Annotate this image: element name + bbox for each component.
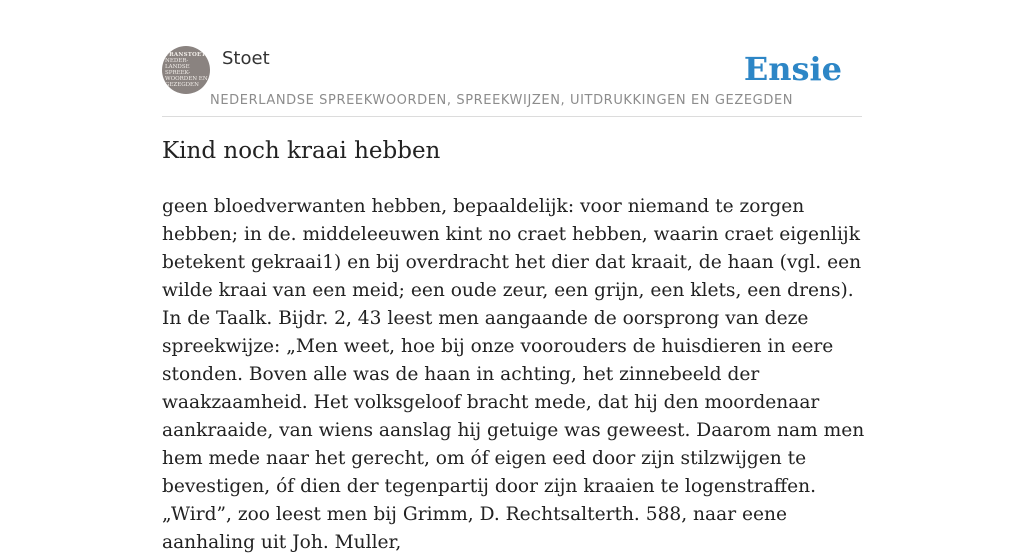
source-subtitle[interactable]: NEDERLANDSE SPREEKWOORDEN, SPREEKWIJZEN, UITDRUKKINGEN EN GEZEGDEN <box>210 93 794 108</box>
author-avatar[interactable] <box>162 46 210 94</box>
avatar-text: SPREEK- <box>165 70 191 76</box>
ensie-logo[interactable]: Ensie <box>743 50 842 88</box>
article-title: Kind noch kraai hebben <box>162 138 441 164</box>
avatar-text: FRANSTOET <box>165 52 206 58</box>
author-name[interactable]: Stoet <box>222 48 270 69</box>
article-header <box>162 46 862 117</box>
avatar-text: GEZEGDEN <box>165 82 199 88</box>
article-body: geen bloedverwanten hebben, bepaaldelijk: voor niemand te zorgen hebben; in de. middeleeuwen kint no craet hebben, waarin craet eigenlijk betekent gekraai1) en bij overdracht het dier dat kraait, de haan (vgl. een wilde kraai van een meid; een oude zeur, een grijn, een klets, een drens). In de Taalk. Bijdr. 2, 43 leest men aangaande de oorsprong van deze spreekwijze: „Men weet, hoe bij onze voorouders de huisdieren in eere stonden. Boven alle was de haan in achting, het zinnebeeld der waakzaamheid. Het volksgeloof bracht mede, dat hij den moordenaar aankraaide, van wiens aanslag hij getuige was geweest. Daarom nam men hem mede naar het gerecht, om óf eigen eed door zijn stilzwijgen te bevestigen, óf dien der tegenpartij door zijn kraaien te logenstraffen. „Wird”, zoo leest men bij Grimm, D. Rechtsalterth. 588, naar eene aanhaling uit Joh. Muller, <box>162 196 865 553</box>
avatar-text: WOORDEN EN <box>165 76 208 82</box>
avatar-text: LANDSE <box>165 64 190 70</box>
avatar-text: NEDER- <box>165 58 189 64</box>
